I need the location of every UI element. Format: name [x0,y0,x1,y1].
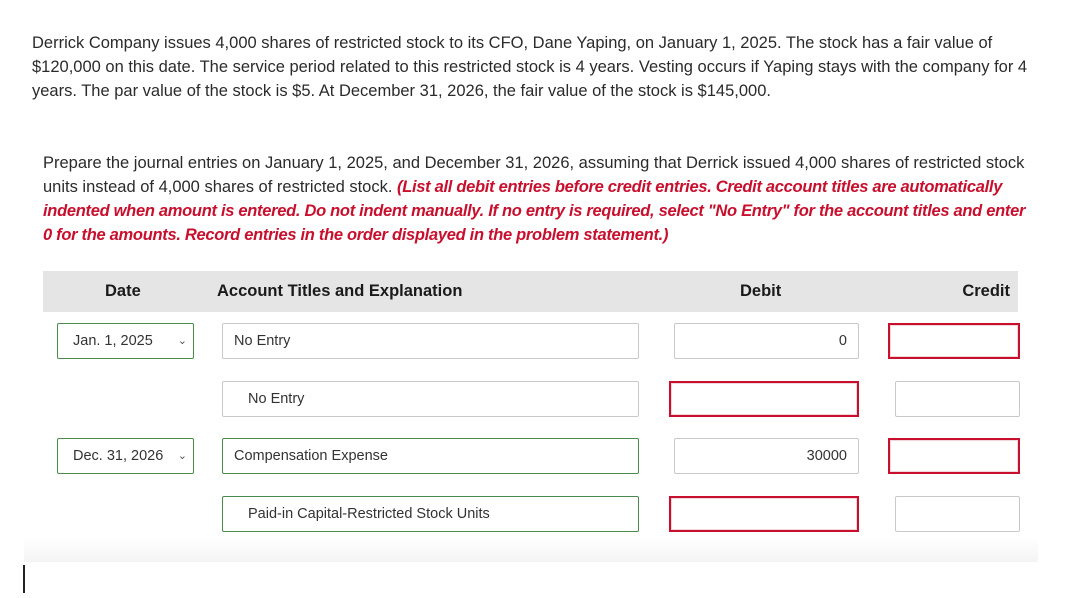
account-field[interactable]: No Entry [222,323,639,359]
header-date: Date [105,282,141,300]
chevron-down-icon: ⌄ [177,450,187,462]
text-cursor [23,565,25,593]
debit-field[interactable]: 0 [674,323,859,359]
header-debit: Debit [740,282,782,300]
problem-statement: Derrick Company issues 4,000 shares of restricted stock to its CFO, Dane Yaping, on January 1, 2025. The stock has a fair value of $120,000 on this date. The service period related to this restricted stock is 4 years. Vesting occurs if Yaping stays with the company for 4 years. The par value of the stock is $5. At December 31, 2026, the fair value of the stock is $145,000. [32,34,1028,100]
date-value: Jan. 1, 2025 [73,333,153,349]
credit-field[interactable] [895,381,1020,417]
credit-field[interactable] [888,438,1020,474]
debit-field[interactable]: 30000 [674,438,859,474]
chevron-down-icon: ⌄ [177,335,187,347]
credit-field[interactable] [895,496,1020,532]
account-field[interactable]: Compensation Expense [222,438,639,474]
account-field[interactable]: No Entry [222,381,639,417]
date-select[interactable] [57,438,194,474]
date-select[interactable] [57,323,194,359]
debit-field[interactable] [669,496,859,532]
debit-field[interactable] [669,381,859,417]
account-field[interactable]: Paid-in Capital-Restricted Stock Units [222,496,639,532]
date-value: Dec. 31, 2026 [73,448,164,464]
header-credit: Credit [962,282,1010,300]
table-header [43,271,1018,312]
instructions [43,151,1033,247]
credit-field[interactable] [888,323,1020,359]
instructions-note: (List all debit entries before credit entries. Credit account titles are automatically indented when amount is entered. Do not indent manually. If no entry is required, select "No Entry" for the account titles and enter 0 for the amounts. Record entries in the order displayed in the problem statement.) [43,178,1026,244]
instructions-text: Prepare the journal entries on January 1, 2025, and December 31, 2026, assuming that Derrick issued 4,000 shares of restricted stock units instead of 4,000 shares of restricted stock. [43,154,1025,196]
header-account: Account Titles and Explanation [217,282,463,300]
